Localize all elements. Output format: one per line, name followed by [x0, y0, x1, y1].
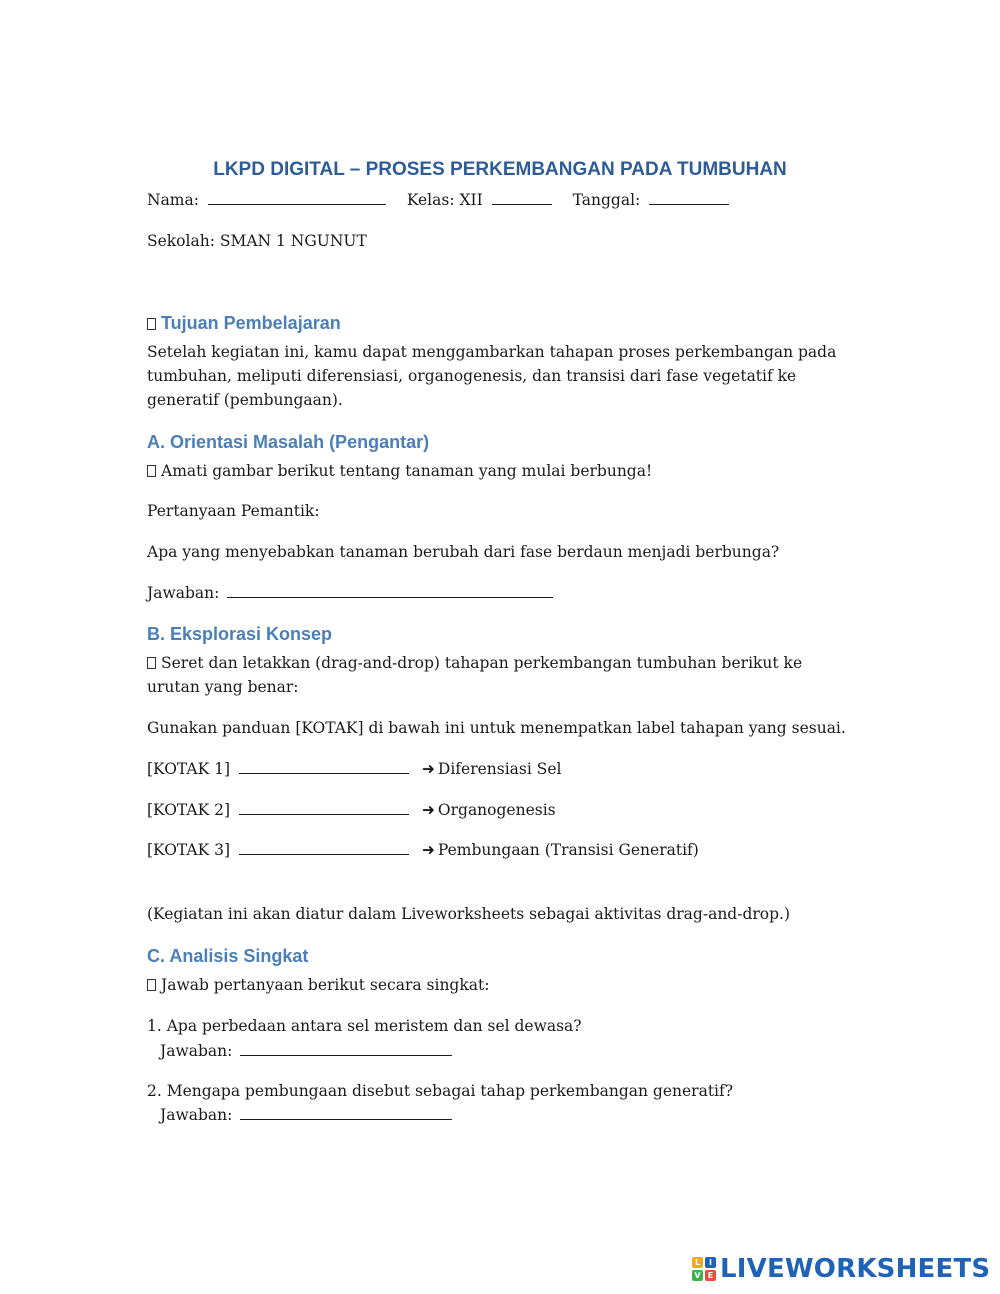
liveworksheets-logo — [692, 1253, 990, 1285]
nama-label: Nama: — [147, 191, 199, 209]
section-b-note: (Kegiatan ini akan diatur dalam Liveworksheets sebagai aktivitas drag-and-drop.) — [147, 905, 791, 923]
tujuan-heading-text: Tujuan Pembelajaran — [161, 313, 341, 333]
drag-icon — [147, 657, 156, 669]
question-item: 2. Mengapa pembungaan disebut sebagai tahap perkembangan generatif? — [147, 1082, 734, 1100]
logo-tile: V — [692, 1270, 703, 1281]
arrow-right-icon: ➜ — [421, 841, 435, 859]
logo-text: LIVEWORKSHEETS — [720, 1254, 991, 1284]
school-line: Sekolah: SMAN 1 NGUNUT — [147, 232, 367, 250]
kotak-row — [147, 838, 699, 862]
tujuan-heading — [147, 313, 341, 334]
section-b-guide: Gunakan panduan [KOTAK] di bawah ini untuk menempatkan label tahapan yang sesuai. — [147, 719, 846, 737]
answer-input[interactable] — [227, 583, 553, 598]
section-c-heading: C. Analisis Singkat — [147, 946, 309, 966]
image-icon — [147, 465, 156, 477]
question-answer — [160, 1103, 452, 1127]
section-b-heading: B. Eksplorasi Konsep — [147, 624, 333, 644]
question-answer — [160, 1039, 452, 1063]
kotak-row — [147, 798, 556, 822]
kelas-input[interactable] — [492, 190, 552, 205]
logo-tile: L — [692, 1257, 703, 1268]
nama-input[interactable] — [208, 190, 386, 205]
section-c-instruction — [147, 973, 489, 997]
target-icon — [147, 318, 156, 330]
kotak-row — [147, 757, 562, 781]
arrow-right-icon: ➜ — [421, 801, 435, 819]
kotak-label: [KOTAK 1] — [147, 760, 231, 778]
section-a-instruction — [147, 459, 652, 483]
tanggal-input[interactable] — [649, 190, 729, 205]
drop-zone[interactable] — [239, 800, 409, 815]
answer-input[interactable] — [240, 1105, 452, 1120]
logo-tile: I — [705, 1257, 716, 1268]
section-a-heading: A. Orientasi Masalah (Pengantar) — [147, 432, 430, 452]
section-b-instruction — [147, 651, 857, 699]
stage-label: Organogenesis — [437, 801, 556, 819]
drop-zone[interactable] — [239, 759, 409, 774]
page-title: LKPD DIGITAL – PROSES PERKEMBANGAN PADA TUMBUHAN — [213, 159, 787, 180]
drop-zone[interactable] — [239, 840, 409, 855]
answer-label: Jawaban: — [160, 1106, 233, 1124]
section-a-question: Apa yang menyebabkan tanaman berubah dari fase berdaun menjadi berbunga? — [147, 543, 780, 561]
logo-tile: E — [705, 1270, 716, 1281]
question-item: 1. Apa perbedaan antara sel meristem dan sel dewasa? — [147, 1017, 582, 1035]
tujuan-text: Setelah kegiatan ini, kamu dapat menggambarkan tahapan proses perkembangan pada tumbuhan, meliputi diferensiasi, organogenesis, dan transisi dari fase vegetatif ke generatif (pembungaan). — [147, 343, 837, 409]
arrow-right-icon: ➜ — [421, 760, 435, 778]
section-a-instruction-text: Amati gambar berikut tentang tanaman yang mulai berbunga! — [161, 462, 653, 480]
stage-label: Diferensiasi Sel — [437, 760, 562, 778]
identity-row — [147, 188, 729, 212]
kotak-label: [KOTAK 3] — [147, 841, 231, 859]
kotak-label: [KOTAK 2] — [147, 801, 231, 819]
liveworksheets-icon — [692, 1257, 716, 1281]
kelas-label: Kelas: XII — [406, 191, 483, 209]
section-a-answer — [147, 581, 553, 605]
answer-label: Jawaban: — [147, 584, 220, 602]
section-b-instruction-text: Seret dan letakkan (drag-and-drop) tahapan perkembangan tumbuhan berikut ke urutan yang benar: — [147, 654, 803, 696]
pencil-icon — [147, 979, 156, 991]
section-c-instruction-text: Jawab pertanyaan berikut secara singkat: — [161, 976, 490, 994]
answer-input[interactable] — [240, 1041, 452, 1056]
tanggal-label: Tanggal: — [572, 191, 641, 209]
answer-label: Jawaban: — [160, 1042, 233, 1060]
prompt-label: Pertanyaan Pemantik: — [147, 502, 320, 520]
stage-label: Pembungaan (Transisi Generatif) — [437, 841, 699, 859]
